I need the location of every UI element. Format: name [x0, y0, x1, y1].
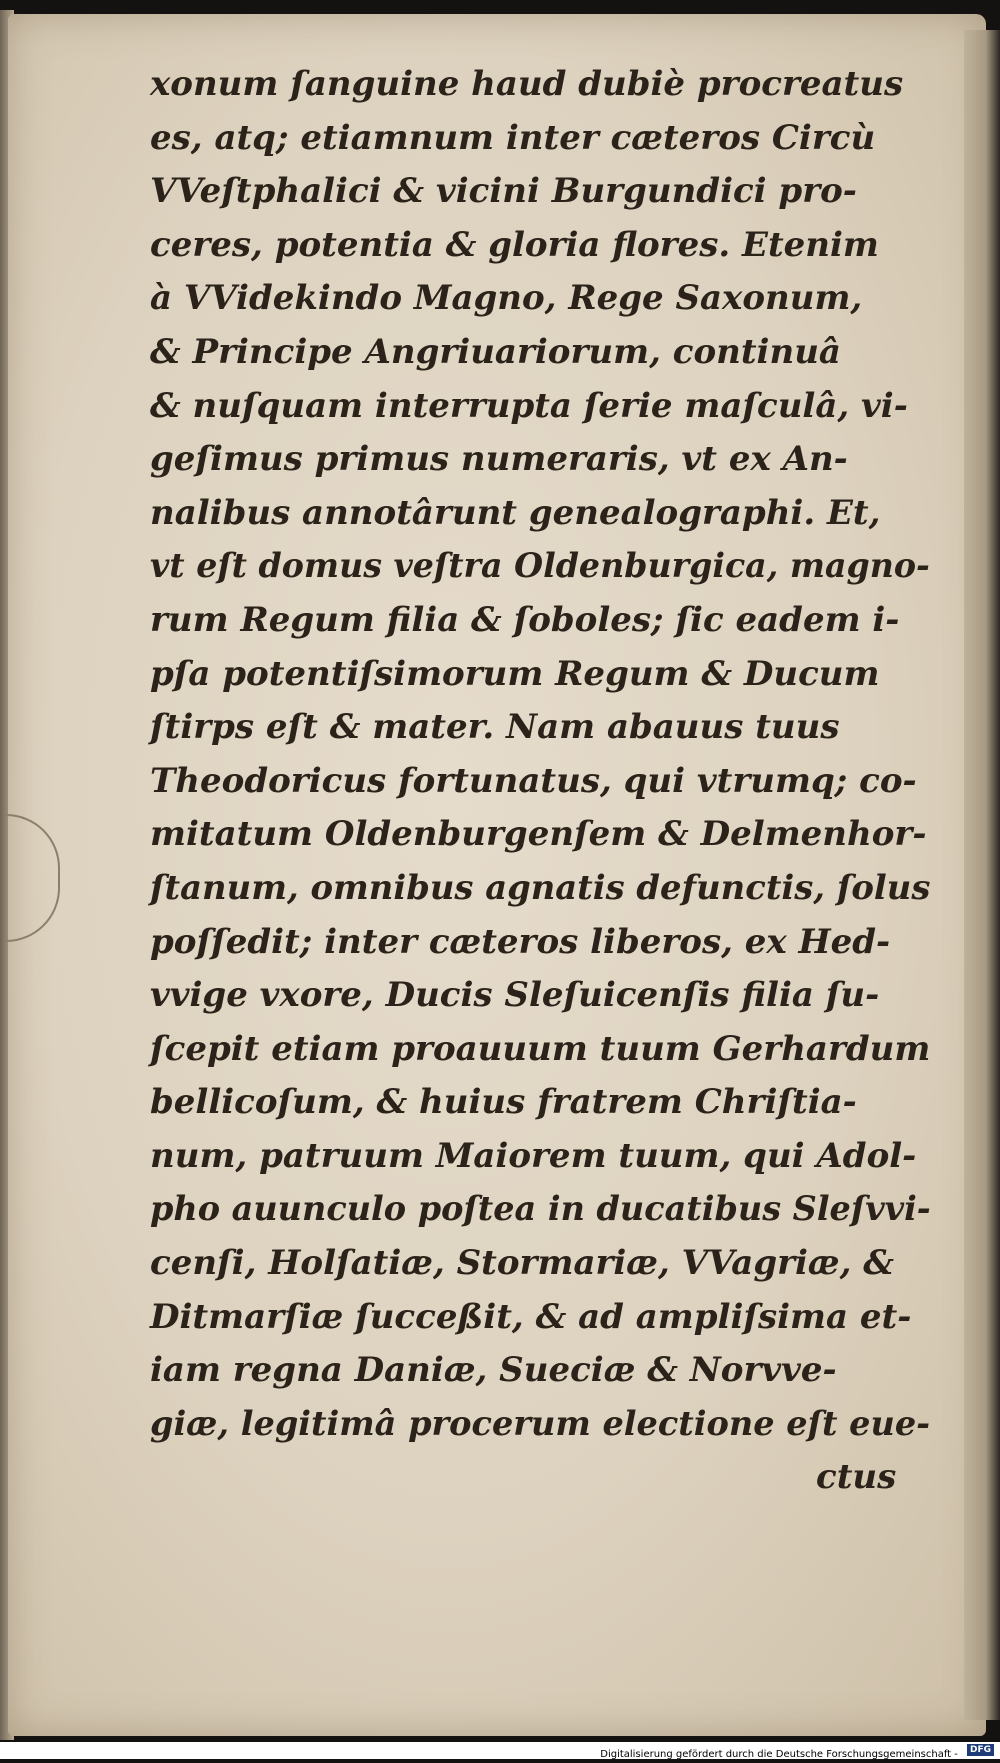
- text-line: ſtanum, omnibus agnatis defunctis, ſolus: [150, 867, 931, 908]
- text-line: giæ, legitimâ procerum electione eſt eue-: [150, 1403, 931, 1444]
- text-line: Theodoricus fortunatus, qui vtrumq; co-: [150, 760, 917, 801]
- text-line: Ditmarſiæ ſucceßit, & ad ampliſsima et-: [150, 1296, 912, 1337]
- text-line: iam regna Daniæ, Sueciæ & Norvve-: [150, 1350, 837, 1391]
- text-line: xonum ſanguine haud dubiè procreatus: [150, 64, 904, 104]
- page-tab-outline: [6, 814, 60, 942]
- catchword: ctus: [816, 1457, 897, 1498]
- text-line: rum Regum filia & ſoboles; ſic eadem i-: [150, 599, 900, 640]
- next-page-edge: [964, 30, 1000, 1720]
- text-line: num, patruum Maiorem tuum, qui Adol-: [150, 1135, 917, 1176]
- text-line: poſſedit; inter cæteros liberos, ex Hed-: [150, 921, 891, 962]
- text-line: ceres, potentia & gloria flores. Etenim: [150, 224, 879, 265]
- text-line: nalibus annotârunt genealographi. Et,: [150, 492, 881, 533]
- text-line: mitatum Oldenburgenſem & Delmenhor-: [150, 814, 927, 855]
- text-line: ſcepit etiam proauuum tuum Gerhardum: [150, 1028, 931, 1069]
- text-line: & nuſquam interrupta ſerie maſculâ, vi-: [150, 385, 908, 426]
- text-line: pho auunculo poſtea in ducatibus Sleſvvi-: [150, 1189, 931, 1230]
- digitization-footer: [0, 1742, 1000, 1759]
- text-line: vt eſt domus veſtra Oldenburgica, magno-: [150, 546, 930, 587]
- dfg-logo: DFG: [967, 1744, 994, 1756]
- text-line: à VVidekindo Magno, Rege Saxonum,: [150, 278, 863, 319]
- page-text: [150, 58, 930, 1505]
- text-line: cenſi, Holſatiæ, Stormariæ, VVagriæ, &: [150, 1243, 894, 1284]
- text-line: es, atq; etiamnum inter cæteros Circù: [150, 117, 876, 158]
- text-line: vvige vxore, Ducis Sleſuicenſis filia ſu-: [150, 975, 880, 1016]
- text-line: VVeſtphalici & vicini Burgundici pro-: [150, 171, 857, 212]
- text-line: & Principe Angriuariorum, continuâ: [150, 331, 841, 372]
- text-line: pſa potentiſsimorum Regum & Ducum: [150, 653, 880, 694]
- text-line: bellicoſum, & huius fratrem Chriſtia-: [150, 1082, 857, 1123]
- text-line: geſimus primus numeraris, vt ex An-: [150, 439, 848, 480]
- footer-credit: Digitalisierung gefördert durch die Deutsche Forschungsgemeinschaft -: [600, 1749, 958, 1760]
- text-line: ſtirps eſt & mater. Nam abauus tuus: [150, 707, 840, 748]
